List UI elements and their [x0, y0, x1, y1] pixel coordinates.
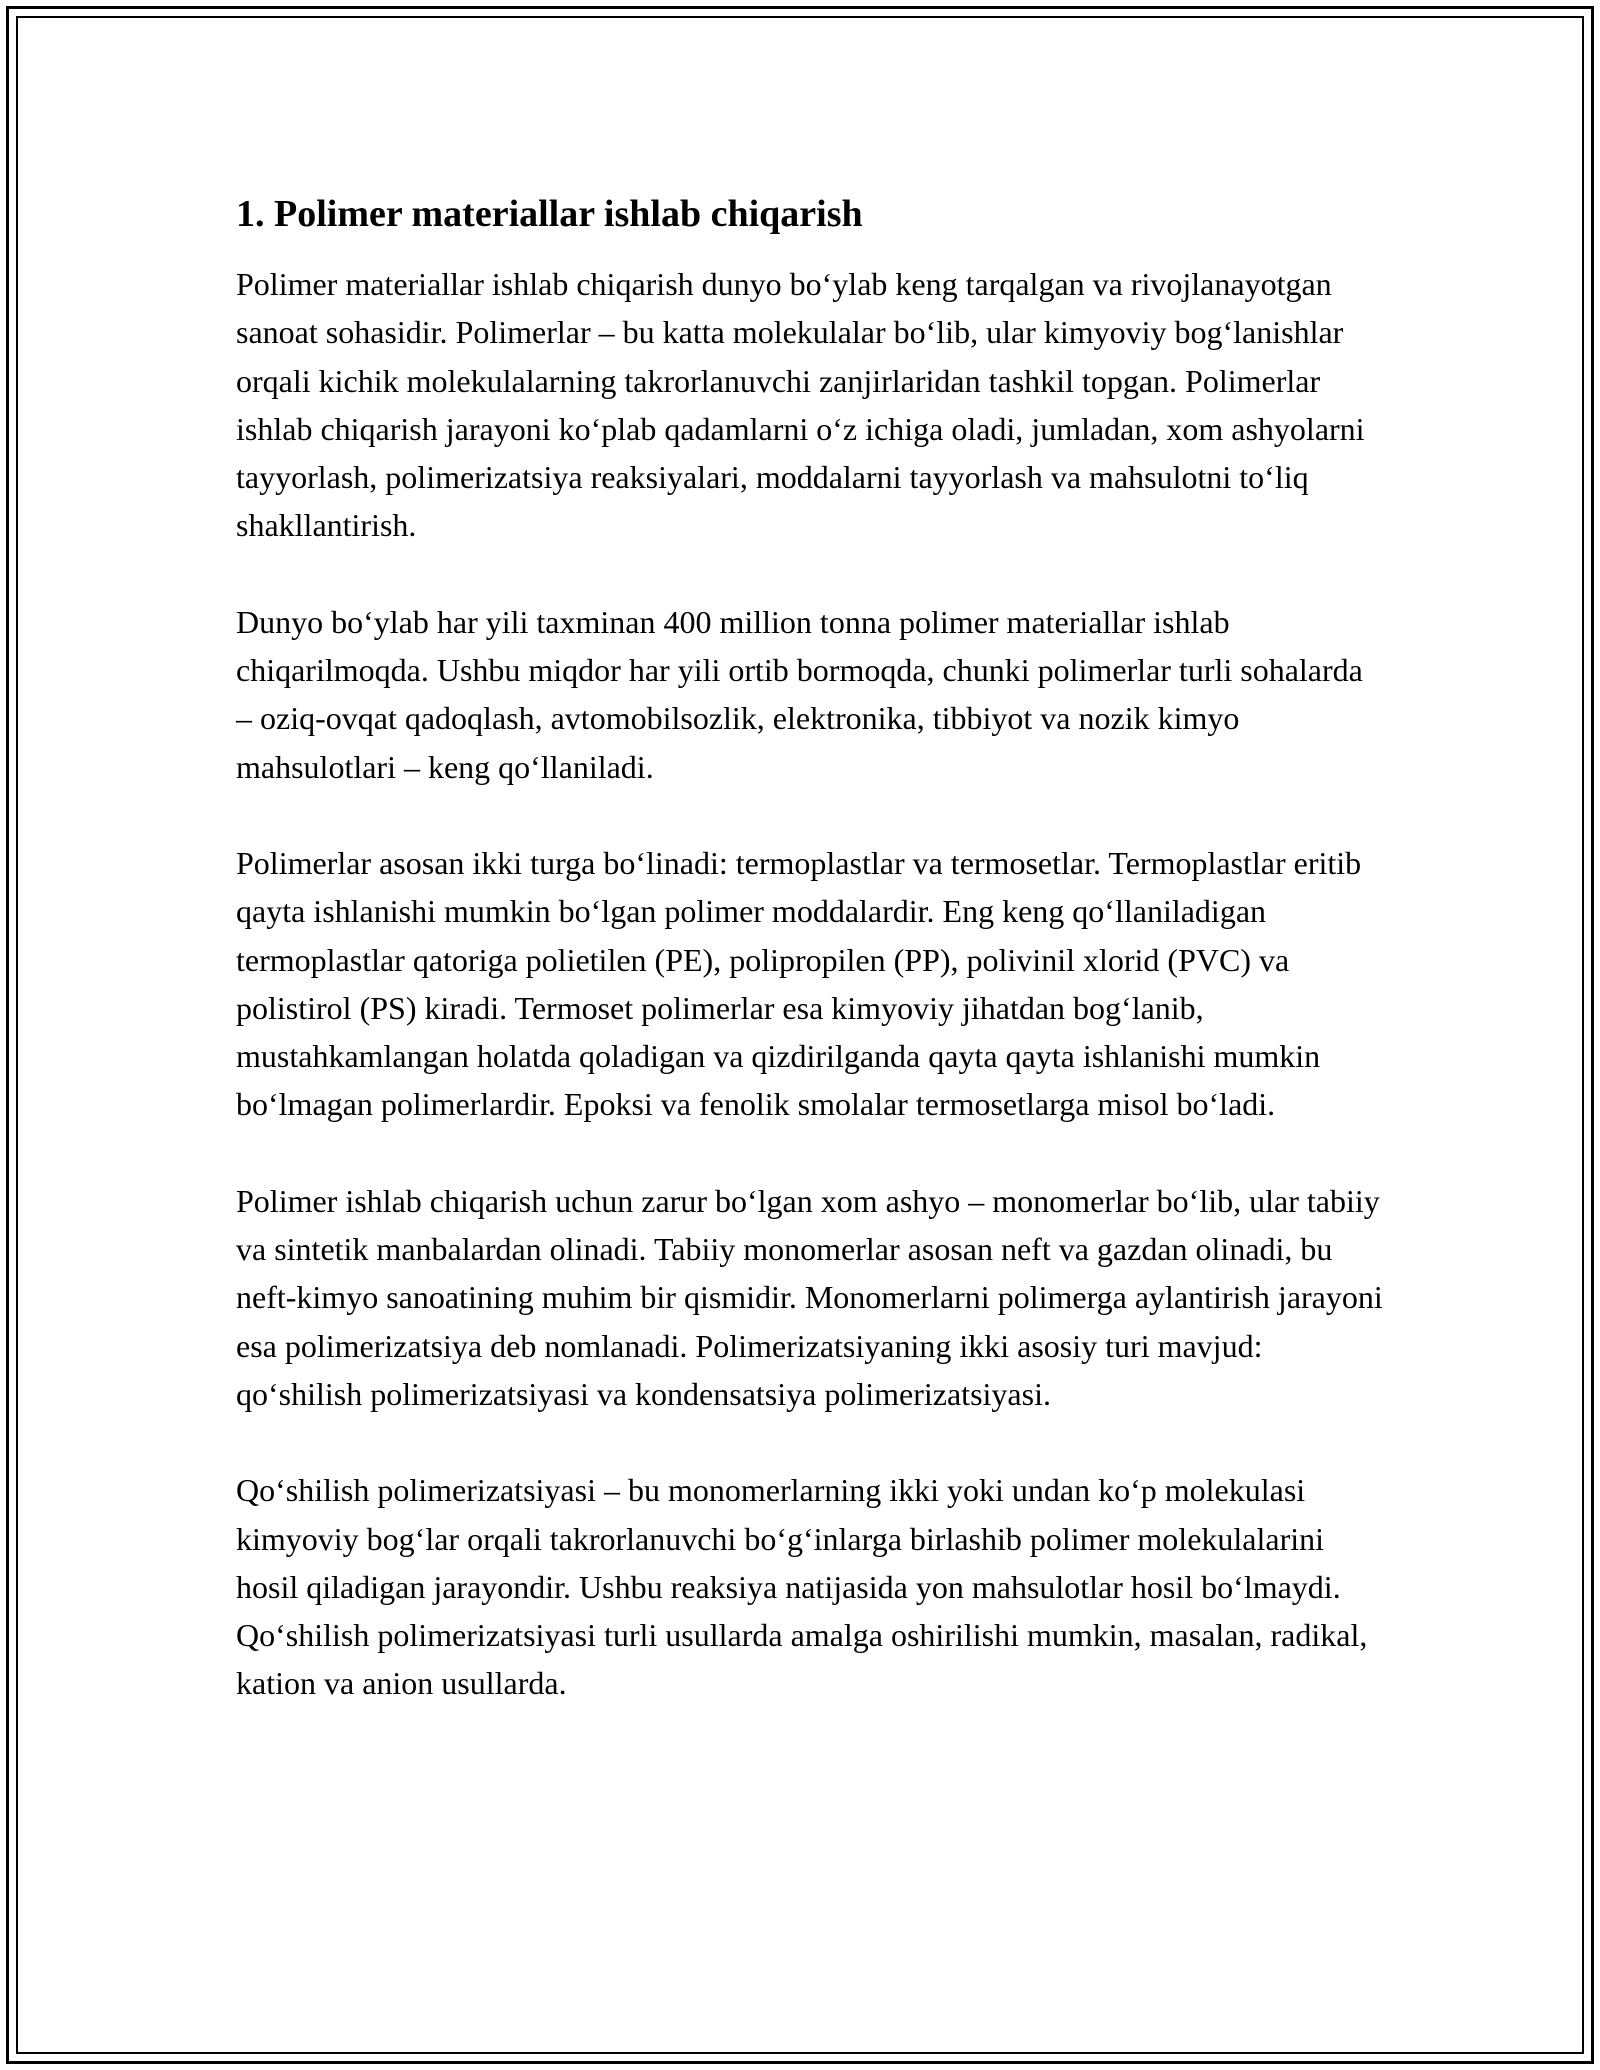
paragraph-3: Polimerlar asosan ikki turga bo‘linadi: termoplastlar va termosetlar. Termoplastlar eritib qayta ishlanishi mumkin bo‘lgan polimer moddalardir. Eng keng qo‘llaniladigan termoplastlar qatoriga polietilen (PE), polipropilen (PP), polivinil xlorid (PVC) va polistirol (PS) kiradi. Termoset polimerlar esa kimyoviy jihatdan bog‘lanib, mustahkamlangan holatda qoladigan va qizdirilganda qayta qayta ishlanishi mumkin bo‘lmagan polimerlardir. Epoksi va fenolik smolalar termosetlarga misol bo‘ladi. — [236, 844, 1362, 1123]
paragraph-1: Polimer materiallar ishlab chiqarish dunyo bo‘ylab keng tarqalgan va rivojlanayotgan sanoat sohasidir. Polimerlar – bu katta molekulalar bo‘lib, ular kimyoviy bog‘lanishlar orqali kichik molekulalarning takrorlanuvchi zanjirlaridan tashkil topgan. Polimerlar ishlab chiqarish jarayoni ko‘plab qadamlarni o‘z ichiga oladi, jumladan, xom ashyolarni tayyorlash, polimerizatsiya reaksiyalari, moddalarni tayyorlash va mahsulotni to‘liq shakllantirish. — [236, 266, 1365, 544]
paragraph-5: Qo‘shilish polimerizatsiyasi – bu monomerlarning ikki yoki undan ko‘p molekulasi kimyoviy bog‘lar orqali takrorlanuvchi bo‘g‘inlarga birlashib polimer molekulalarini hosil qiladigan jarayondir. Ushbu reaksiya natijasida yon mahsulotlar hosil bo‘lmaydi. Qo‘shilish polimerizatsiyasi turli usullarda amalga oshirilishi mumkin, masalan, radikal, kation va anion usullarda. — [236, 1472, 1368, 1702]
section-heading: 1. Polimer materiallar ishlab chiqarish — [236, 193, 863, 235]
document-body — [236, 188, 1386, 1756]
paragraph-4: Polimer ishlab chiqarish uchun zarur bo‘lgan xom ashyo – monomerlar bo‘lib, ular tabiiy va sintetik manbalardan olinadi. Tabiiy monomerlar asosan neft va gazdan olinadi, bu neft-kimyo sanoatining muhim bir qismidir. Monomerlarni polimerga aylantirish jarayoni esa polimerizatsiya deb nomlanadi. Polimerizatsiyaning ikki asosiy turi mavjud: qo‘shilish polimerizatsiyasi va kondensatsiya polimerizatsiyasi. — [236, 1182, 1383, 1412]
paragraph-2: Dunyo bo‘ylab har yili taxminan 400 million tonna polimer materiallar ishlab chiqarilmoqda. Ushbu miqdor har yili ortib bormoqda, chunki polimerlar turli sohalarda – oziq-ovqat qadoqlash, avtomobilsozlik, elektronika, tibbiyot va nozik kimyo mahsulotlari – keng qo‘llaniladi. — [236, 603, 1363, 785]
